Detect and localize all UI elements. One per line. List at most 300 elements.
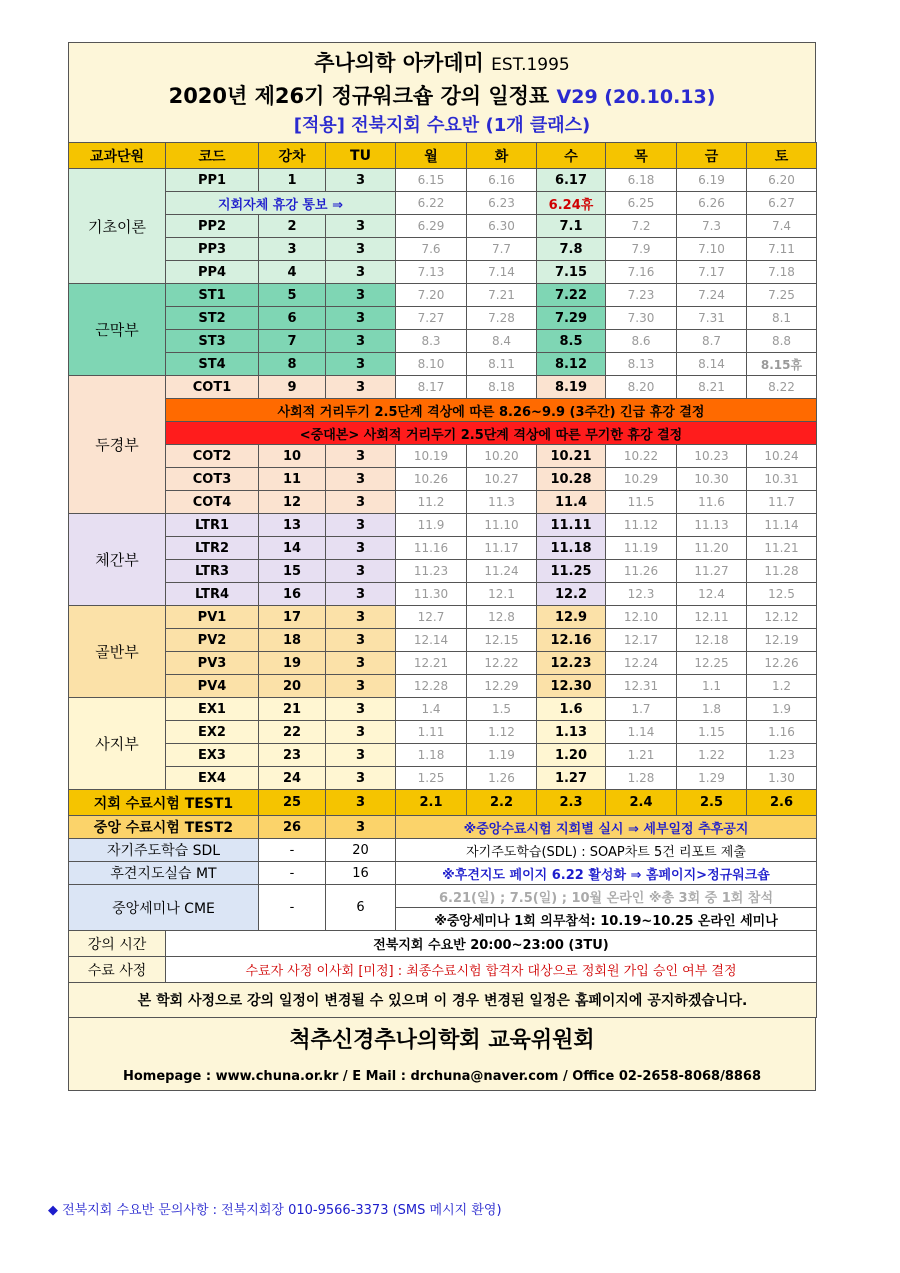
day-cell: 7.23 xyxy=(606,284,677,307)
cme-row xyxy=(69,885,817,908)
lecture-number: 13 xyxy=(259,514,326,537)
day-cell: 11.18 xyxy=(537,537,606,560)
unit-name: 기초이론 xyxy=(69,169,166,284)
day-cell: 7.10 xyxy=(677,238,747,261)
day-cell: 7.31 xyxy=(677,307,747,330)
lecture-number: 7 xyxy=(259,330,326,353)
column-header: 화 xyxy=(467,143,537,169)
day-cell: 7.29 xyxy=(537,307,606,330)
day-cell: 8.19 xyxy=(537,376,606,399)
sdl-number: - xyxy=(259,839,326,862)
lecture-code: LTR1 xyxy=(166,514,259,537)
table-row xyxy=(69,675,817,698)
table-row xyxy=(69,767,817,790)
day-cell: 7.17 xyxy=(677,261,747,284)
day-cell: 11.28 xyxy=(747,560,817,583)
day-cell: 12.8 xyxy=(467,606,537,629)
cme-note-schedule: 6.21(일) ; 7.5(일) ; 10월 온라인 ※총 3회 중 1회 참석 xyxy=(396,885,817,908)
lecture-code: PP3 xyxy=(166,238,259,261)
day-cell: 12.19 xyxy=(747,629,817,652)
lecture-number: 5 xyxy=(259,284,326,307)
day-cell: 11.30 xyxy=(396,583,467,606)
time-row xyxy=(69,931,817,957)
lecture-tu: 3 xyxy=(326,514,396,537)
day-cell: 8.14 xyxy=(677,353,747,376)
lecture-tu: 3 xyxy=(326,353,396,376)
indefinite-closure-banner: <중대본> 사회적 거리두기 2.5단계 격상에 따른 무기한 휴강 결정 xyxy=(166,422,817,445)
lecture-code: ST3 xyxy=(166,330,259,353)
day-cell: 12.29 xyxy=(467,675,537,698)
day-cell: 11.3 xyxy=(467,491,537,514)
unit-name: 두경부 xyxy=(69,376,166,514)
lecture-number: 8 xyxy=(259,353,326,376)
lecture-number: 14 xyxy=(259,537,326,560)
sdl-tu: 20 xyxy=(326,839,396,862)
lecture-tu: 3 xyxy=(326,491,396,514)
day-cell: 1.18 xyxy=(396,744,467,767)
mt-tu: 16 xyxy=(326,862,396,885)
test2-number: 26 xyxy=(259,816,326,839)
day-cell: 7.13 xyxy=(396,261,467,284)
lecture-tu: 3 xyxy=(326,652,396,675)
table-row xyxy=(69,307,817,330)
table-row xyxy=(69,583,817,606)
column-header: 교과단원 xyxy=(69,143,166,169)
cme-tu: 6 xyxy=(326,885,396,931)
day-cell: 12.16 xyxy=(537,629,606,652)
day-cell: 11.5 xyxy=(606,491,677,514)
day-cell: 1.22 xyxy=(677,744,747,767)
lecture-number: 19 xyxy=(259,652,326,675)
day-cell: 11.2 xyxy=(396,491,467,514)
day-cell: 11.7 xyxy=(747,491,817,514)
table-row xyxy=(69,422,817,445)
day-cell: 12.25 xyxy=(677,652,747,675)
table-row xyxy=(69,698,817,721)
lecture-number: 18 xyxy=(259,629,326,652)
lecture-number: 3 xyxy=(259,238,326,261)
day-cell: 10.27 xyxy=(467,468,537,491)
lecture-number: 4 xyxy=(259,261,326,284)
day-cell: 12.23 xyxy=(537,652,606,675)
day-cell: 6.17 xyxy=(537,169,606,192)
day-cell: 10.26 xyxy=(396,468,467,491)
day-cell: 8.10 xyxy=(396,353,467,376)
day-cell: 12.18 xyxy=(677,629,747,652)
day-cell: 8.1 xyxy=(747,307,817,330)
lecture-number: 22 xyxy=(259,721,326,744)
day-cell: 11.13 xyxy=(677,514,747,537)
lecture-number: 17 xyxy=(259,606,326,629)
test1-day: 2.6 xyxy=(747,790,817,816)
day-cell: 11.16 xyxy=(396,537,467,560)
day-cell: 10.30 xyxy=(677,468,747,491)
day-cell: 12.26 xyxy=(747,652,817,675)
day-cell: 1.16 xyxy=(747,721,817,744)
column-header: TU xyxy=(326,143,396,169)
completion-label: 수료 사정 xyxy=(69,957,166,983)
lecture-tu: 3 xyxy=(326,583,396,606)
day-cell: 11.11 xyxy=(537,514,606,537)
day-cell: 11.9 xyxy=(396,514,467,537)
lecture-tu: 3 xyxy=(326,330,396,353)
day-cell: 7.8 xyxy=(537,238,606,261)
test1-label: 지회 수료시험 TEST1 xyxy=(69,790,259,816)
lecture-code: EX1 xyxy=(166,698,259,721)
day-cell: 10.22 xyxy=(606,445,677,468)
day-cell: 1.13 xyxy=(537,721,606,744)
day-cell: 11.24 xyxy=(467,560,537,583)
lecture-tu: 3 xyxy=(326,675,396,698)
day-cell: 7.22 xyxy=(537,284,606,307)
day-cell: 8.15휴 xyxy=(747,353,817,376)
cme-note-required: ※중앙세미나 1회 의무참석: 10.19~10.25 온라인 세미나 xyxy=(396,908,817,931)
day-cell: 7.18 xyxy=(747,261,817,284)
day-cell: 7.2 xyxy=(606,215,677,238)
lecture-code: EX4 xyxy=(166,767,259,790)
day-cell: 12.22 xyxy=(467,652,537,675)
day-cell: 11.17 xyxy=(467,537,537,560)
test2-row xyxy=(69,816,817,839)
day-cell: 6.24휴 xyxy=(537,192,606,215)
day-cell: 12.4 xyxy=(677,583,747,606)
day-cell: 11.20 xyxy=(677,537,747,560)
lecture-code: PP1 xyxy=(166,169,259,192)
table-row xyxy=(69,721,817,744)
lecture-code: PV2 xyxy=(166,629,259,652)
completion-note xyxy=(166,957,817,983)
day-cell: 1.25 xyxy=(396,767,467,790)
sdl-note: 자기주도학습(SDL) : SOAP차트 5건 리포트 제출 xyxy=(396,839,817,862)
day-cell: 12.15 xyxy=(467,629,537,652)
table-row xyxy=(69,468,817,491)
day-cell: 8.20 xyxy=(606,376,677,399)
table-row xyxy=(69,399,817,422)
day-cell: 1.1 xyxy=(677,675,747,698)
inquiry-note: ◆ 전북지회 수요반 문의사항 : 전북지회장 010-9566-3373 (SMS 메시지 환영) xyxy=(48,1203,502,1218)
day-cell: 8.13 xyxy=(606,353,677,376)
day-cell: 1.20 xyxy=(537,744,606,767)
day-cell: 1.6 xyxy=(537,698,606,721)
day-cell: 1.27 xyxy=(537,767,606,790)
lecture-code: EX2 xyxy=(166,721,259,744)
lecture-code: COT2 xyxy=(166,445,259,468)
day-cell: 7.11 xyxy=(747,238,817,261)
lecture-code: COT4 xyxy=(166,491,259,514)
table-row xyxy=(69,330,817,353)
day-cell: 10.23 xyxy=(677,445,747,468)
day-cell: 7.25 xyxy=(747,284,817,307)
lecture-code: ST2 xyxy=(166,307,259,330)
day-cell: 7.27 xyxy=(396,307,467,330)
mt-note: ※후견지도 페이지 6.22 활성화 ⇒ 홈페이지>정규워크숍 xyxy=(396,862,817,885)
day-cell: 11.4 xyxy=(537,491,606,514)
completion-row xyxy=(69,957,817,983)
day-cell: 8.18 xyxy=(467,376,537,399)
day-cell: 11.12 xyxy=(606,514,677,537)
test1-tu: 3 xyxy=(326,790,396,816)
day-cell: 6.18 xyxy=(606,169,677,192)
day-cell: 8.5 xyxy=(537,330,606,353)
table-row xyxy=(69,744,817,767)
completion-rest: : 최종수료시험 합격자 대상으로 정회원 가입 승인 여부 결정 xyxy=(393,964,737,979)
schedule-sheet xyxy=(68,42,816,1091)
test2-tu: 3 xyxy=(326,816,396,839)
table-row xyxy=(69,238,817,261)
day-cell: 10.28 xyxy=(537,468,606,491)
test1-row xyxy=(69,790,817,816)
lecture-tu: 3 xyxy=(326,537,396,560)
day-cell: 12.2 xyxy=(537,583,606,606)
lecture-code: PV3 xyxy=(166,652,259,675)
day-cell: 1.2 xyxy=(747,675,817,698)
closure-banner: 사회적 거리두기 2.5단계 격상에 따른 8.26~9.9 (3주간) 긴급 휴강 결정 xyxy=(166,399,817,422)
day-cell: 8.7 xyxy=(677,330,747,353)
lecture-tu: 3 xyxy=(326,606,396,629)
day-cell: 7.20 xyxy=(396,284,467,307)
lecture-number: 23 xyxy=(259,744,326,767)
lecture-number: 2 xyxy=(259,215,326,238)
column-header: 월 xyxy=(396,143,467,169)
table-row xyxy=(69,537,817,560)
day-cell: 1.28 xyxy=(606,767,677,790)
lecture-code: EX3 xyxy=(166,744,259,767)
day-cell: 6.20 xyxy=(747,169,817,192)
lecture-code: ST1 xyxy=(166,284,259,307)
day-cell: 12.3 xyxy=(606,583,677,606)
day-cell: 1.21 xyxy=(606,744,677,767)
day-cell: 7.30 xyxy=(606,307,677,330)
lecture-code: LTR4 xyxy=(166,583,259,606)
day-cell: 12.5 xyxy=(747,583,817,606)
table-row xyxy=(69,261,817,284)
lecture-code: LTR3 xyxy=(166,560,259,583)
academy-name: 추나의학 아카데미 xyxy=(314,51,484,75)
day-cell: 6.25 xyxy=(606,192,677,215)
day-cell: 1.5 xyxy=(467,698,537,721)
lecture-tu: 3 xyxy=(326,560,396,583)
day-cell: 8.4 xyxy=(467,330,537,353)
day-cell: 11.10 xyxy=(467,514,537,537)
day-cell: 1.7 xyxy=(606,698,677,721)
lecture-tu: 3 xyxy=(326,238,396,261)
lecture-tu: 3 xyxy=(326,468,396,491)
lecture-tu: 3 xyxy=(326,169,396,192)
mt-label: 후견지도실습 MT xyxy=(69,862,259,885)
applies-label: [적용] 전북지회 수요반 (1개 클래스) xyxy=(293,115,591,136)
day-cell: 1.30 xyxy=(747,767,817,790)
day-cell: 6.30 xyxy=(467,215,537,238)
unit-name: 근막부 xyxy=(69,284,166,376)
lecture-tu: 3 xyxy=(326,376,396,399)
day-cell: 1.26 xyxy=(467,767,537,790)
day-cell: 7.21 xyxy=(467,284,537,307)
column-header: 목 xyxy=(606,143,677,169)
lecture-time-label: 강의 시간 xyxy=(69,931,166,957)
day-cell: 10.31 xyxy=(747,468,817,491)
sdl-row xyxy=(69,839,817,862)
table-row xyxy=(69,353,817,376)
day-cell: 11.6 xyxy=(677,491,747,514)
day-cell: 6.19 xyxy=(677,169,747,192)
day-cell: 7.9 xyxy=(606,238,677,261)
lecture-code: PV1 xyxy=(166,606,259,629)
day-cell: 12.12 xyxy=(747,606,817,629)
test1-day: 2.5 xyxy=(677,790,747,816)
sheet-header xyxy=(68,42,816,142)
lecture-tu: 3 xyxy=(326,284,396,307)
mt-number: - xyxy=(259,862,326,885)
lecture-code: PP2 xyxy=(166,215,259,238)
day-cell: 11.26 xyxy=(606,560,677,583)
lecture-tu: 3 xyxy=(326,698,396,721)
day-cell: 7.4 xyxy=(747,215,817,238)
day-cell: 11.21 xyxy=(747,537,817,560)
day-cell: 6.22 xyxy=(396,192,467,215)
day-cell: 11.14 xyxy=(747,514,817,537)
day-cell: 7.1 xyxy=(537,215,606,238)
lecture-code: PV4 xyxy=(166,675,259,698)
day-cell: 6.15 xyxy=(396,169,467,192)
lecture-tu: 3 xyxy=(326,215,396,238)
disclaimer-row xyxy=(69,983,817,1018)
day-cell: 12.7 xyxy=(396,606,467,629)
day-cell: 12.1 xyxy=(467,583,537,606)
day-cell: 8.3 xyxy=(396,330,467,353)
day-cell: 1.8 xyxy=(677,698,747,721)
lecture-number: 24 xyxy=(259,767,326,790)
day-cell: 11.25 xyxy=(537,560,606,583)
day-cell: 1.19 xyxy=(467,744,537,767)
day-cell: 10.20 xyxy=(467,445,537,468)
day-cell: 10.21 xyxy=(537,445,606,468)
day-cell: 7.14 xyxy=(467,261,537,284)
day-cell: 8.22 xyxy=(747,376,817,399)
lecture-code: ST4 xyxy=(166,353,259,376)
lecture-number: 12 xyxy=(259,491,326,514)
day-cell: 7.6 xyxy=(396,238,467,261)
day-cell: 8.17 xyxy=(396,376,467,399)
test1-day: 2.2 xyxy=(467,790,537,816)
day-cell: 11.19 xyxy=(606,537,677,560)
schedule-table xyxy=(68,142,817,1018)
table-row xyxy=(69,192,817,215)
est-year: EST.1995 xyxy=(491,55,570,75)
lecture-number: 20 xyxy=(259,675,326,698)
lecture-tu: 3 xyxy=(326,744,396,767)
day-cell: 12.17 xyxy=(606,629,677,652)
day-cell: 7.7 xyxy=(467,238,537,261)
test1-day: 2.3 xyxy=(537,790,606,816)
day-cell: 10.24 xyxy=(747,445,817,468)
test1-day: 2.1 xyxy=(396,790,467,816)
lecture-code: COT3 xyxy=(166,468,259,491)
table-row xyxy=(69,629,817,652)
column-header: 수 xyxy=(537,143,606,169)
lecture-number: 10 xyxy=(259,445,326,468)
day-cell: 8.11 xyxy=(467,353,537,376)
lecture-number: 9 xyxy=(259,376,326,399)
day-cell: 12.9 xyxy=(537,606,606,629)
table-row xyxy=(69,560,817,583)
table-row xyxy=(69,376,817,399)
cme-number: - xyxy=(259,885,326,931)
cme-label: 중앙세미나 CME xyxy=(69,885,259,931)
column-header: 강차 xyxy=(259,143,326,169)
day-cell: 1.14 xyxy=(606,721,677,744)
day-cell: 12.30 xyxy=(537,675,606,698)
day-cell: 6.23 xyxy=(467,192,537,215)
version-label: V29 (20.10.13) xyxy=(556,86,716,108)
holiday-notice: 지회자체 휴강 통보 ⇒ xyxy=(166,192,396,215)
day-cell: 12.11 xyxy=(677,606,747,629)
day-cell: 12.31 xyxy=(606,675,677,698)
test2-note: ※중앙수료시험 지회별 실시 ⇒ 세부일정 추후공지 xyxy=(396,816,817,839)
column-header: 토 xyxy=(747,143,817,169)
table-row xyxy=(69,652,817,675)
day-cell: 1.23 xyxy=(747,744,817,767)
day-cell: 11.23 xyxy=(396,560,467,583)
table-row xyxy=(69,491,817,514)
contact-info: Homepage : www.chuna.or.kr / E Mail : drchuna@naver.com / Office 02-2658-8068/8868 xyxy=(122,1069,762,1084)
schedule-subtitle: 2020년 제26기 정규워크숍 강의 일정표 xyxy=(168,84,550,108)
lecture-code: PP4 xyxy=(166,261,259,284)
lecture-tu: 3 xyxy=(326,445,396,468)
table-row xyxy=(69,606,817,629)
lecture-tu: 3 xyxy=(326,629,396,652)
organization-name: 척추신경추나의학회 교육위원회 xyxy=(289,1028,595,1053)
unit-name: 체간부 xyxy=(69,514,166,606)
sheet-footer xyxy=(68,1018,816,1091)
day-cell: 7.3 xyxy=(677,215,747,238)
day-cell: 7.15 xyxy=(537,261,606,284)
day-cell: 12.21 xyxy=(396,652,467,675)
test1-day: 2.4 xyxy=(606,790,677,816)
day-cell: 12.14 xyxy=(396,629,467,652)
day-cell: 1.4 xyxy=(396,698,467,721)
day-cell: 8.6 xyxy=(606,330,677,353)
completion-prefix: 수료자 사정 이사회 [미정] xyxy=(245,964,394,979)
academy-title xyxy=(69,47,815,81)
day-cell: 7.24 xyxy=(677,284,747,307)
table-row xyxy=(69,284,817,307)
lecture-tu: 3 xyxy=(326,721,396,744)
column-header: 금 xyxy=(677,143,747,169)
day-cell: 1.9 xyxy=(747,698,817,721)
day-cell: 10.19 xyxy=(396,445,467,468)
day-cell: 6.27 xyxy=(747,192,817,215)
day-cell: 1.29 xyxy=(677,767,747,790)
day-cell: 6.16 xyxy=(467,169,537,192)
test2-label: 중앙 수료시험 TEST2 xyxy=(69,816,259,839)
column-header-row xyxy=(69,143,817,169)
day-cell: 8.21 xyxy=(677,376,747,399)
day-cell: 6.29 xyxy=(396,215,467,238)
day-cell: 10.29 xyxy=(606,468,677,491)
lecture-time-value: 전북지회 수요반 20:00~23:00 (3TU) xyxy=(166,931,817,957)
table-row xyxy=(69,169,817,192)
lecture-tu: 3 xyxy=(326,767,396,790)
day-cell: 1.12 xyxy=(467,721,537,744)
day-cell: 12.24 xyxy=(606,652,677,675)
table-row xyxy=(69,514,817,537)
day-cell: 7.28 xyxy=(467,307,537,330)
day-cell: 12.28 xyxy=(396,675,467,698)
disclaimer-text: 본 학회 사정으로 강의 일정이 변경될 수 있으며 이 경우 변경된 일정은 홈페이지에 공지하겠습니다. xyxy=(69,983,817,1018)
lecture-code: LTR2 xyxy=(166,537,259,560)
lecture-code: COT1 xyxy=(166,376,259,399)
unit-name: 사지부 xyxy=(69,698,166,790)
